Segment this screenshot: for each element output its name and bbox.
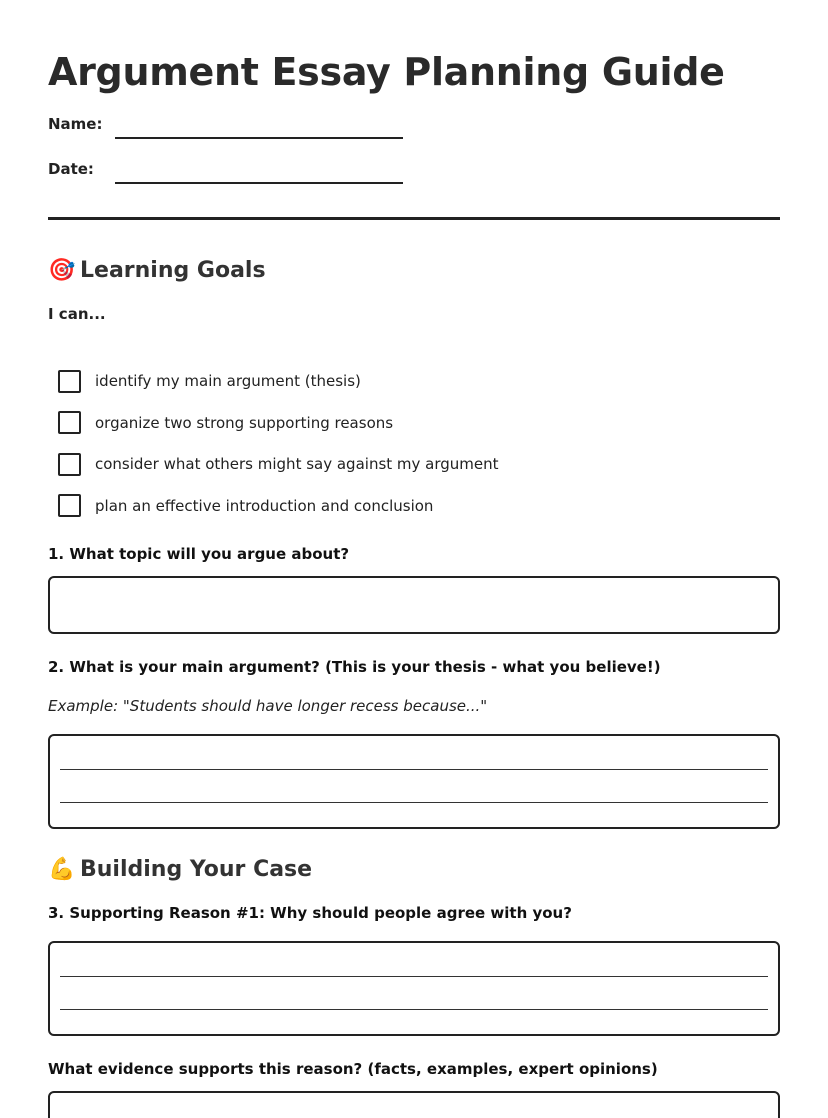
date-label: Date:: [48, 160, 94, 178]
target-icon: 🎯: [48, 258, 76, 283]
writing-line: [60, 769, 768, 770]
date-field-row: [48, 162, 780, 184]
goal-item-reasons[interactable]: [58, 411, 780, 435]
date-input-line[interactable]: [115, 182, 403, 184]
name-label: Name:: [48, 115, 103, 133]
goal-label: identify my main argument (thesis): [95, 372, 361, 390]
question-reason-1: 3. Supporting Reason #1: Why should people agree with you?: [48, 903, 572, 922]
writing-line: [60, 1009, 768, 1010]
question-topic: 1. What topic will you argue about?: [48, 544, 350, 563]
page-title: Argument Essay Planning Guide: [48, 50, 725, 94]
goal-checkbox[interactable]: [58, 370, 81, 393]
topic-answer-box[interactable]: [48, 576, 780, 634]
question-evidence: What evidence supports this reason? (facts, examples, expert opinions): [48, 1059, 658, 1078]
evidence-answer-box[interactable]: [48, 1091, 780, 1118]
thesis-example: Example: "Students should have longer recess because...": [48, 696, 488, 715]
name-input-line[interactable]: [115, 137, 403, 139]
building-case-title: Building Your Case: [80, 856, 313, 882]
goal-checkbox[interactable]: [58, 453, 81, 476]
writing-line: [60, 802, 768, 803]
question-thesis: 2. What is your main argument? (This is your thesis - what you believe!): [48, 657, 661, 676]
header-divider: [48, 217, 780, 220]
goal-checkbox[interactable]: [58, 411, 81, 434]
learning-goals-heading: [48, 257, 780, 285]
goal-item-counterargument[interactable]: [58, 452, 780, 476]
learning-goals-checklist: [48, 369, 780, 518]
goal-label: plan an effective introduction and conclusion: [95, 496, 434, 515]
building-case-heading: [48, 856, 780, 884]
goal-label: consider what others might say against my argument: [95, 455, 499, 473]
reason-1-answer-box[interactable]: [48, 941, 780, 1036]
learning-goals-intro: I can...: [48, 305, 106, 323]
learning-goals-title: Learning Goals: [80, 258, 266, 283]
goal-item-intro-conclusion[interactable]: [58, 494, 780, 518]
flexed-biceps-icon: 💪: [48, 856, 76, 882]
goal-item-thesis[interactable]: [58, 369, 780, 393]
thesis-answer-box[interactable]: [48, 734, 780, 829]
name-field-row: [48, 117, 780, 139]
goal-label: organize two strong supporting reasons: [95, 413, 394, 432]
writing-line: [60, 976, 768, 977]
goal-checkbox[interactable]: [58, 494, 81, 517]
